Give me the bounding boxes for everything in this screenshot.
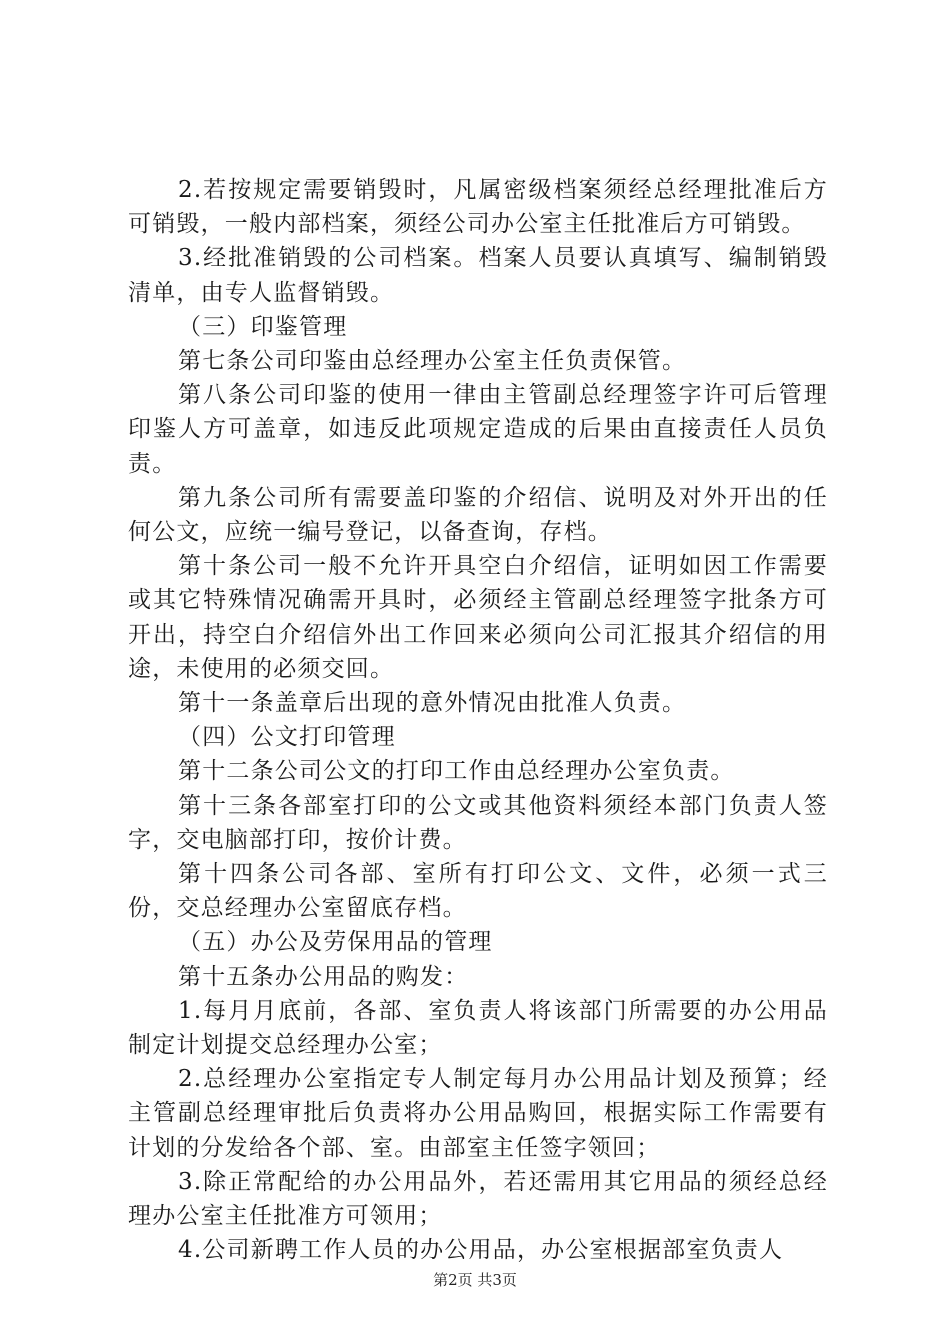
- paragraph-destroy-approval: 2.若按规定需要销毁时，凡属密级档案须经总经理批准后方可销毁，一般内部档案，须经公司办公室主任批准后方可销毁。: [128, 177, 828, 238]
- page-footer: [0, 1270, 950, 1290]
- paragraph-destroy-list: 3.经批准销毁的公司档案。档案人员要认真填写、编制销毁清单，由专人监督销毁。: [128, 245, 828, 306]
- supplies-item-4: 4.公司新聘工作人员的办公用品，办公室根据部室负责人: [178, 1237, 784, 1264]
- section-heading-document-printing: （四）公文打印管理: [178, 724, 396, 751]
- article-7: 第七条公司印鉴由总经理办公室主任负责保管。: [178, 348, 687, 375]
- section-heading-office-supplies: （五）办公及劳保用品的管理: [178, 929, 493, 956]
- article-10: 第十条公司一般不允许开具空白介绍信，证明如因工作需要或其它特殊情况确需开具时，必须经主管副总经理签字批条方可开出，持空白介绍信外出工作回来必须向公司汇报其介绍信的用途，未使用的必须交回。: [128, 553, 828, 682]
- supplies-item-3: 3.除正常配给的办公用品外，若还需用其它用品的须经总经理办公室主任批准方可领用；: [128, 1168, 828, 1230]
- article-9: 第九条公司所有需要盖印鉴的介绍信、说明及对外开出的任何公文，应统一编号登记，以备查询，存档。: [128, 484, 828, 546]
- article-8: 第八条公司印鉴的使用一律由主管副总经理签字许可后管理印鉴人方可盖章，如违反此项规定造成的后果由直接责任人员负责。: [128, 382, 828, 477]
- article-13: 第十三条各部室打印的公文或其他资料须经本部门负责人签字，交电脑部打印，按价计费。: [128, 792, 828, 853]
- article-11: 第十一条盖章后出现的意外情况由批准人负责。: [178, 690, 687, 717]
- article-15: 第十五条办公用品的购发：: [178, 963, 469, 990]
- page-number-indicator: 第2页 共3页: [433, 1271, 517, 1289]
- supplies-item-2: 2.总经理办公室指定专人制定每月办公用品计划及预算；经主管副总经理审批后负责将办公用品购回，根据实际工作需要有计划的分发给各个部、室。由部室主任签字领回；: [128, 1066, 828, 1161]
- document-body: [128, 173, 828, 1268]
- supplies-item-1: 1.每月月底前，各部、室负责人将该部门所需要的办公用品制定计划提交总经理办公室；: [128, 997, 828, 1059]
- article-14: 第十四条公司各部、室所有打印公文、文件，必须一式三份，交总经理办公室留底存档。: [128, 861, 828, 922]
- article-12: 第十二条公司公文的打印工作由总经理办公室负责。: [178, 758, 735, 785]
- section-heading-seal-management: （三）印鉴管理: [178, 313, 348, 340]
